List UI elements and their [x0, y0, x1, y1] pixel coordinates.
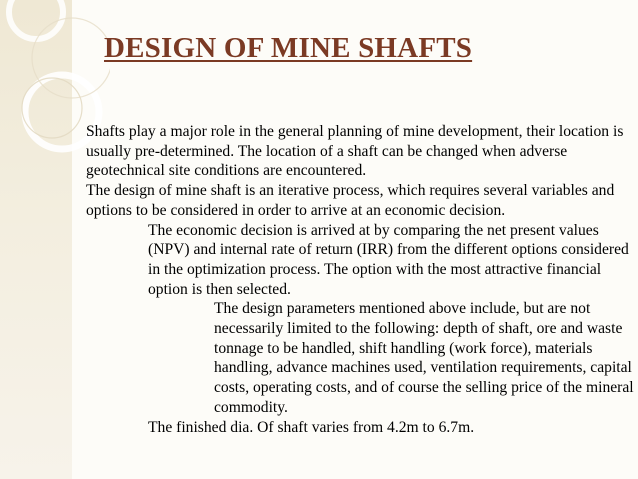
paragraph-parameters: The design parameters mentioned above include, but are not necessarily limited to the following: depth of shaft, ore and waste tonnage to be handled, shift handling (work force), materials handling, advance machines used, ventilation requirements, capital costs, operating costs, and of course the selling price of the mineral commodity.	[214, 300, 634, 416]
slide-title: DESIGN OF MINE SHAFTS	[104, 32, 473, 64]
paragraph-economic: The economic decision is arrived at by comparing the net present values (NPV) and internal rate of return (IRR) from the different options considered in the optimization process. The option with the most attractive financial option is then selected.	[148, 221, 629, 298]
slide-body	[86, 122, 634, 437]
paragraph-intro: Shafts play a major role in the general planning of mine development, their location is usually pre-determined. The location of a shaft can be changed when adverse geotechnical site conditions are encountered.	[86, 123, 624, 180]
paragraph-diameter: The finished dia. Of shaft varies from 4.2m to 6.7m.	[148, 418, 475, 436]
paragraph-iterative: The design of mine shaft is an iterative process, which requires several variables and options to be considered in order to arrive at an economic decision.	[86, 182, 615, 219]
